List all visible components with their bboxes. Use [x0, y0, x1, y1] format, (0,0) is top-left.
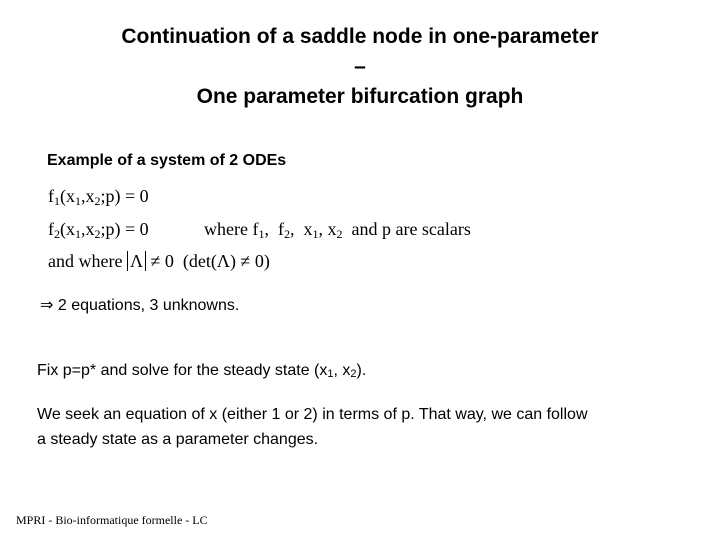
title-line-3: One parameter bifurcation graph [196, 85, 524, 108]
seek-line-2: a steady state as a parameter changes. [37, 431, 319, 448]
seek-line-1: We seek an equation of x (either 1 or 2) in terms of p. That way, we can follow [37, 406, 588, 423]
implication-text: ⇒ 2 equations, 3 unknowns. [40, 297, 240, 314]
slide-footer: MPRI - Bio-informatique formelle - LC [16, 513, 208, 527]
seek-equation-text [37, 402, 588, 452]
equation-2: $f_2(x_1,x_2;p) = 0$ [48, 219, 149, 241]
slide-title [0, 22, 720, 112]
fix-steady-state-text: Fix p=p* and solve for the steady state ($x_1$, $x_2$). [37, 362, 367, 380]
equation-1: $f_1(x_1,x_2;p) = 0$ [48, 186, 149, 208]
determinant-condition: and where Λ ≠ 0 (det(Λ) ≠ 0) [48, 251, 270, 271]
title-line-1: Continuation of a saddle node in one-parameter [121, 25, 599, 48]
example-subheading: Example of a system of 2 ODEs [47, 152, 287, 169]
where-scalars-line: where $f_1$, $f_2$, $x_1$, $x_2$ and p are scalars [204, 219, 471, 241]
title-line-2: – [354, 55, 366, 78]
